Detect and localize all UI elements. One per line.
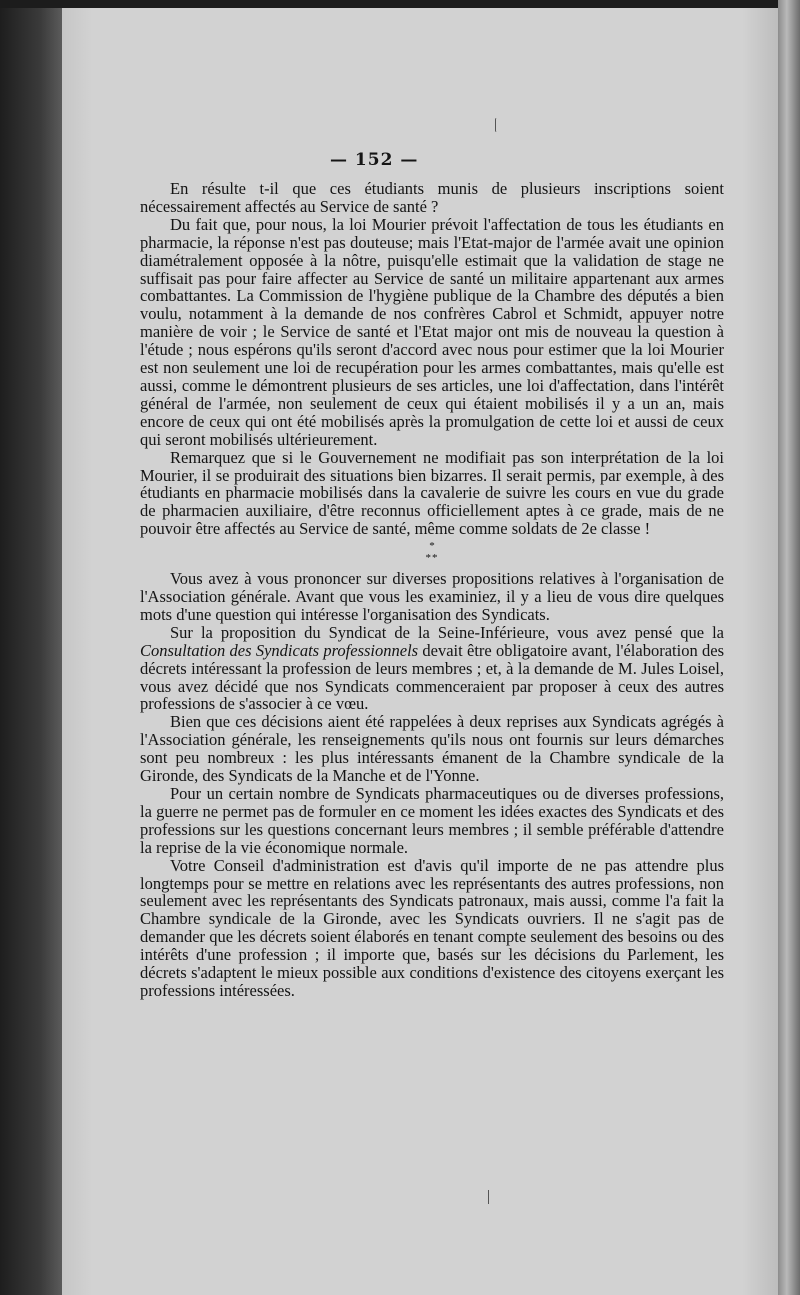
paragraph-1 bbox=[140, 180, 724, 216]
section-separator bbox=[140, 540, 724, 564]
paragraph-2 bbox=[140, 216, 724, 449]
separator-star-top: * bbox=[429, 540, 435, 553]
paragraph-5-text-b: devait être obligatoire avant, l'élaboration des décrets intéressant la profession de leurs membres ; et, à la demande de M. Jules Loisel, vous avez décidé que nos Syndicats commenceraient par proposer à ceux des autres professions de s'associer à ce vœu. bbox=[140, 640, 724, 714]
paragraph-8 bbox=[140, 857, 724, 1000]
page-stack-edge bbox=[778, 0, 800, 1295]
paper-fleck bbox=[488, 1190, 489, 1204]
separator-stars-bottom: ** bbox=[425, 552, 439, 565]
page-number: — 152 — bbox=[330, 150, 419, 170]
paragraph-3 bbox=[140, 449, 724, 539]
paragraph-5-text-a: Sur la proposition du Syndicat de la Seine-Inférieure, vous avez pensé que la bbox=[170, 622, 724, 642]
paragraph-5-italic-title: Consultation des Syndicats professionnels bbox=[140, 640, 419, 660]
paragraph-8-text: Votre Conseil d'administration est d'avis qu'il importe de ne pas attendre plus longtemps pour se mettre en relations avec les représentants des autres professions, non seulement avec les représentants des Syndicats patronaux, mais aussi, comme l'a fait la Chambre syndicale de la Gironde, avec les Syndicats ouvriers. Il ne s'agit pas de demander que les décrets soient élaborés en tenant compte seulement des besoins ou des intérêts d'une profession ; il importe que, basés sur les décisions du Parlement, les décrets s'adaptent le mieux possible aux conditions d'existence des citoyens exerçant les professions intéressées. bbox=[140, 855, 724, 1000]
paragraph-6 bbox=[140, 713, 724, 785]
paragraph-6-text: Bien que ces décisions aient été rappelées à deux reprises aux Syndicats agrégés à l'Association générale, les renseignements qu'ils nous ont fournis sur leurs démarches sont peu nombreux : les plus intéressants émanent de la Chambre syndicale de la Gironde, des Syndicats de la Manche et de l'Yonne. bbox=[140, 712, 724, 786]
paragraph-1-text: En résulte t-il que ces étudiants munis de plusieurs inscriptions soient nécessairement affectés au Service de santé ? bbox=[140, 179, 724, 216]
paragraph-5 bbox=[140, 624, 724, 714]
paper-mark bbox=[495, 118, 498, 132]
paragraph-4 bbox=[140, 570, 724, 624]
paragraph-7 bbox=[140, 785, 724, 857]
paragraph-3-text: Remarquez que si le Gouvernement ne modifiait pas son interprétation de la loi Mourier, il se produirait des situations bien bizarres. Il serait permis, par exemple, à des étudiants en pharmacie mobilisés dans la cavalerie de suivre les cours en vue du grade de pharmacien auxiliaire, d'être reconnus officiellement aptes à ce grade, mais de ne pouvoir être affectés au Service de santé, même comme soldats de 2e classe ! bbox=[140, 447, 724, 539]
paragraph-2-text: Du fait que, pour nous, la loi Mourier prévoit l'affectation de tous les étudiants en pharmacie, la réponse n'est pas douteuse; mais l'Etat-major de l'armée avait une opinion diamétralement opposée à la nôtre, puisqu'elle estimait que la validation de stage ne suffisait pas pour faire affecter au Service de santé un militaire appartenant aux armes combattantes. La Commission de l'hygiène publique de la Chambre des députés a bien voulu, notamment à la demande de nos confrères Cabrol et Schmidt, appuyer notre manière de voir ; le Service de santé et l'Etat major ont mis de nouveau la question à l'étude ; nous espérons qu'ils seront d'accord avec nous pour estimer que la loi Mourier est non seulement une loi de recupération pour les armes combattantes, mais qu'elle est aussi, comme le démontrent plusieurs de ses articles, une loi d'affectation, dans l'intérêt général de l'armée, non seulement de ceux qui étaient mobilisés il y a un an, mais encore de ceux qui ont été mobilisés après la promulgation de cette loi et aussi de ceux qui seront mobilisés ultérieurement. bbox=[140, 214, 724, 449]
body-text bbox=[140, 180, 724, 1000]
paragraph-4-text: Vous avez à vous prononcer sur diverses propositions relatives à l'organisation de l'Association générale. Avant que vous les examiniez, il y a lieu de vous dire quelques mots d'une question qui intéresse l'organisation des Syndicats. bbox=[140, 569, 724, 624]
scan-top-border bbox=[0, 0, 800, 8]
paragraph-7-text: Pour un certain nombre de Syndicats pharmaceutiques ou de diverses professions, la guerre ne permet pas de formuler en ce moment les idées exactes des Syndicats et des professions sur les questions concernant leurs membres ; il semble préférable d'attendre la reprise de la vie économique normale. bbox=[140, 784, 724, 857]
